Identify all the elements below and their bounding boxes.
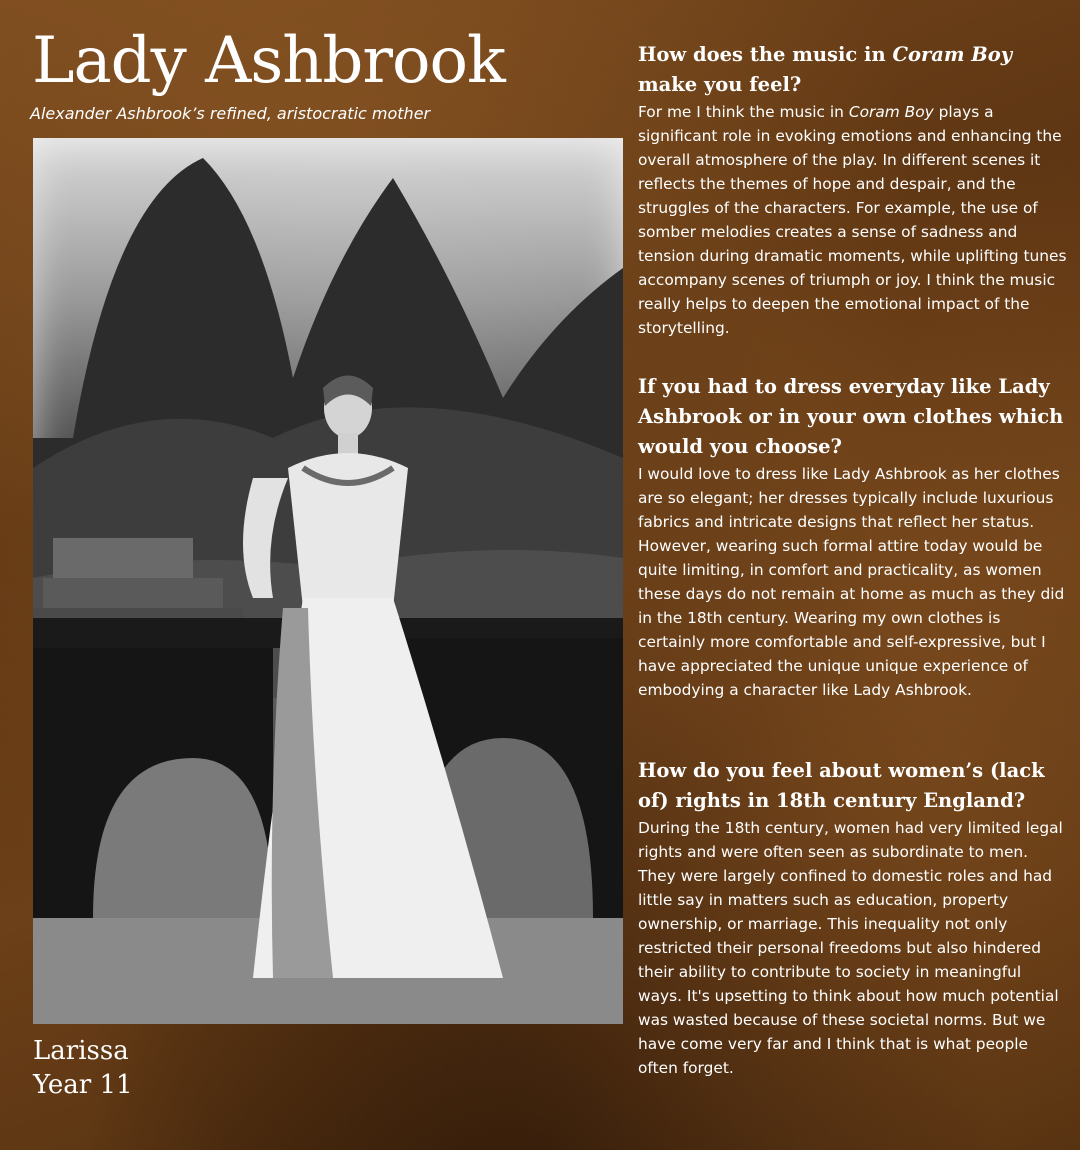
answer-1-text: For me I think the music in (638, 103, 849, 121)
answer-1-play-title: Coram Boy (848, 103, 934, 121)
answer-1 (638, 100, 1070, 340)
answer-3: During the 18th century, women had very limited legal rights and were often seen as subordinate to men. They were largely confined to domestic roles and had little say in matters such as education, property ownership, or marriage. This inequality not only restricted their personal freedoms but also hindered their ability to contribute to society in meaningful ways. It's upsetting to think about how much potential was wasted because of these societal norms. But we have come very far and I think that is what people often forget. (638, 819, 1063, 1077)
answer-2: I would love to dress like Lady Ashbrook as her clothes are so elegant; her dresses typically include luxurious fabrics and intricate designs that reflect her status. However, wearing such formal attire today would be quite limiting, in comfort and practicality, as women these days do not remain at home as much as they did in the 18th century. Wearing my own clothes is certainly more comfortable and self-expressive, but I have appreciated the unique unique experience of embodying a character like Lady Ashbrook. (638, 465, 1065, 699)
page-subtitle: Alexander Ashbrook’s refined, aristocratic mother (30, 104, 431, 123)
question-2: If you had to dress everyday like Lady Ashbrook or in your own clothes which would you choose? (638, 375, 1064, 458)
student-year: Year 11 (33, 1070, 133, 1100)
question-1-text-end: make you feel? (638, 73, 802, 96)
student-name: Larissa (33, 1036, 129, 1066)
student-credit (33, 1034, 133, 1102)
question-1-play-title: Coram Boy (892, 43, 1013, 66)
question-1 (638, 40, 1070, 100)
interview-section-3 (638, 756, 1070, 1080)
question-3: How do you feel about women’s (lack of) rights in 18th century England? (638, 759, 1045, 812)
interview-section-2 (638, 372, 1070, 702)
photo-illustration (33, 138, 623, 1024)
answer-1-text-end: plays a significant role in evoking emotions and enhancing the overall atmosphere of the play. In different scenes it reflects the themes of hope and despair, and the struggles of the characters. For example, the use of somber melodies creates a sense of sadness and tension during dramatic moments, while uplifting tunes accompany scenes of triumph or joy. I think the music really helps to deepen the emotional impact of the storytelling. (638, 103, 1067, 337)
interview-section-1 (638, 40, 1070, 340)
character-photo (33, 138, 623, 1024)
page-title: Lady Ashbrook (32, 24, 505, 98)
question-1-text: How does the music in (638, 43, 893, 66)
